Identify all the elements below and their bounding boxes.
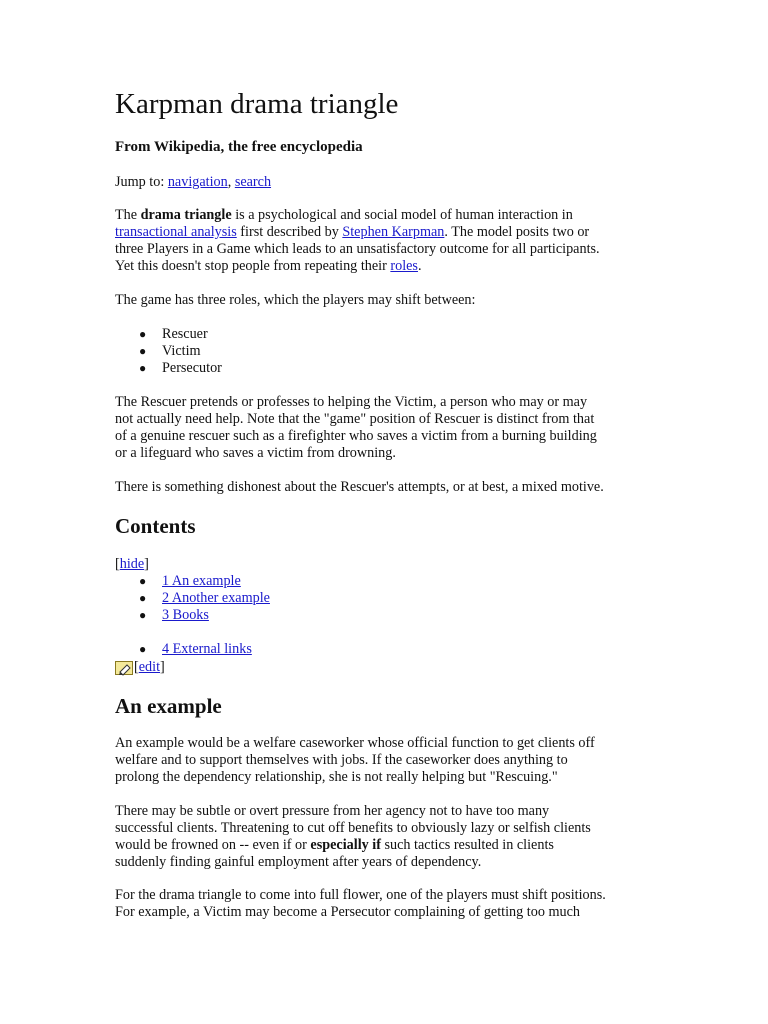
hide-link[interactable]: hide	[119, 556, 145, 572]
toc-list	[115, 573, 270, 624]
text-fragment: first described by	[236, 224, 343, 240]
roles-link[interactable]: roles	[390, 258, 418, 274]
intro-paragraph-4: There is something dishonest about the Rescuer's attempts, or at best, a mixed motive.	[115, 479, 604, 495]
text-line: successful clients. Threatening to cut off benefits to obviously lazy or selfish clients	[115, 820, 591, 836]
text-line: There may be subtle or overt pressure from her agency not to have too many	[115, 803, 550, 819]
text-line: suddenly finding gainful employment after years of dependency.	[115, 854, 482, 870]
intro-paragraph-1	[115, 207, 660, 275]
text-line: An example would be a welfare caseworker whose official function to get clients off	[115, 735, 595, 751]
roles-list	[115, 326, 222, 377]
intro-line-3: three Players in a Game which leads to an unsatisfactory outcome for all participants.	[115, 241, 600, 257]
toc-link-another-example[interactable]: 2 Another example	[162, 590, 270, 606]
example-paragraph-1	[115, 735, 660, 786]
text-fragment: The	[115, 207, 141, 223]
bracket: ]	[144, 556, 149, 572]
intro-paragraph-3	[115, 394, 660, 462]
jump-separator: ,	[227, 174, 235, 190]
bracket: ]	[160, 659, 165, 675]
toc-item	[115, 590, 270, 607]
intro-line-4	[115, 258, 660, 275]
text-line: not actually need help. Note that the "game" position of Rescuer is distinct from that	[115, 411, 595, 427]
list-item	[115, 360, 222, 377]
page-subtitle: From Wikipedia, the free encyclopedia	[115, 139, 363, 155]
bullet-icon: ●	[139, 327, 147, 341]
bracket: [	[115, 556, 120, 572]
text-fragment: is a psychological and social model of human interaction in	[231, 207, 573, 223]
text-line	[115, 837, 660, 854]
text-line: prolong the dependency relationship, she is not really helping but "Rescuing."	[115, 769, 558, 785]
text-fragment: Yet this doesn't stop people from repeating their	[115, 258, 391, 274]
example-paragraph-2	[115, 803, 660, 871]
toc-item	[115, 573, 270, 590]
list-item	[115, 326, 222, 343]
especially-if-bold: especially if	[310, 837, 381, 853]
toc-link-external-links[interactable]: 4 External links	[162, 641, 252, 657]
text-line: of a genuine rescuer such as a firefighter who saves a victim from a burning building	[115, 428, 597, 444]
drama-triangle-bold: drama triangle	[140, 207, 232, 223]
toc-link-books[interactable]: 3 Books	[162, 607, 209, 623]
role-label: Victim	[162, 343, 201, 359]
edit-section-line	[115, 659, 165, 676]
pencil-edit-icon[interactable]	[115, 661, 133, 675]
role-label: Persecutor	[162, 360, 222, 376]
edit-link[interactable]: edit	[138, 659, 161, 675]
toc-hide-toggle	[115, 556, 149, 573]
list-item	[115, 343, 222, 360]
bullet-icon: ●	[139, 608, 147, 622]
page-title: Karpman drama triangle	[115, 88, 399, 120]
text-line: or a lifeguard who saves a victim from drowning.	[115, 445, 396, 461]
bracket: [	[134, 659, 139, 675]
bullet-icon: ●	[139, 642, 147, 656]
jump-navigation-link[interactable]: navigation	[167, 174, 228, 190]
jump-search-link[interactable]: search	[234, 174, 272, 190]
toc-item	[115, 607, 270, 624]
toc-list-extra	[115, 641, 252, 658]
text-line: The Rescuer pretends or professes to helping the Victim, a person who may or may	[115, 394, 588, 410]
example-paragraph-3	[115, 887, 660, 921]
bullet-icon: ●	[139, 574, 147, 588]
transactional-analysis-link[interactable]: transactional analysis	[115, 224, 237, 240]
toc-item	[115, 641, 252, 658]
intro-paragraph-2: The game has three roles, which the players may shift between:	[115, 292, 476, 308]
bullet-icon: ●	[139, 344, 147, 358]
text-line: welfare and to support themselves with jobs. If the caseworker does anything to	[115, 752, 568, 768]
intro-line-2	[115, 224, 660, 241]
contents-heading: Contents	[115, 514, 196, 538]
text-fragment: would be frowned on -- even if or	[115, 837, 311, 853]
intro-line-1	[115, 207, 660, 224]
jump-to-line	[115, 174, 271, 191]
bullet-icon: ●	[139, 591, 147, 605]
text-fragment: .	[417, 258, 422, 274]
stephen-karpman-link[interactable]: Stephen Karpman	[342, 224, 445, 240]
section-heading-an-example: An example	[115, 694, 222, 718]
role-label: Rescuer	[162, 326, 208, 342]
text-fragment: . The model posits two or	[444, 224, 590, 240]
text-line: For the drama triangle to come into full flower, one of the players must shift positions.	[115, 887, 606, 903]
bullet-icon: ●	[139, 361, 147, 375]
jump-prefix: Jump to:	[115, 174, 168, 190]
text-line: For example, a Victim may become a Persecutor complaining of getting too much	[115, 904, 580, 920]
text-fragment: such tactics resulted in clients	[380, 837, 554, 853]
toc-link-an-example[interactable]: 1 An example	[162, 573, 241, 589]
